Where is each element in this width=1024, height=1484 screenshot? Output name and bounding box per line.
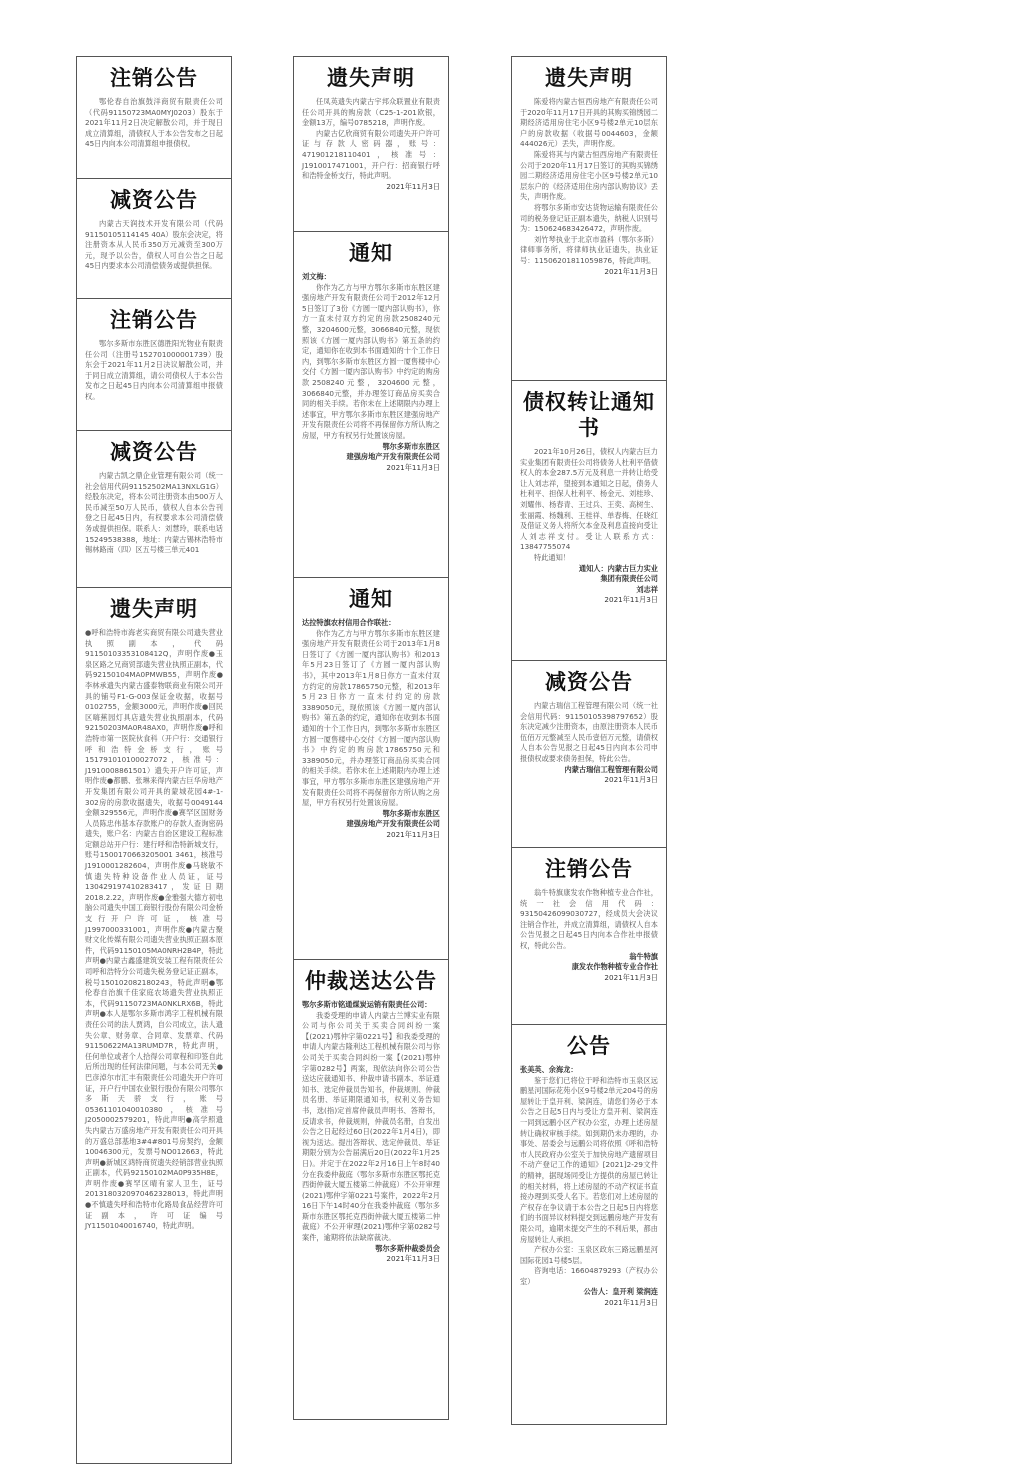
paragraph: 鉴于您们已将位于呼和浩特市玉泉区远鹏星河国际花苑小区9号楼2单元204号的房屋转让于皇开利、梁润连，请您们务必于本公告之日起5日内与受让方皇开利、梁润连一同到远鹏小区产权办公室，办理上述房屋转让确权审核手续。如到期仍未办理的，办事处、居委会与远鹏公司将依照《呼和浩特市人民政府办公室关于加快房地产遗留项目不动产登记工作的通知》[2021]2-29文件的精神，据现场同受让方提供的房屋已转让的相关材料，将上述房屋的不动产权证书直接办理到买受人名下。若您们对上述房屋的产权存在争议请于本公告之日起5日内将您们的书面异议材料提交到远鹏房地产开发有限公司，逾期未提交产生的不利后果，都由房屋转让人承担。 — [520, 1075, 658, 1244]
column-left — [76, 56, 232, 1464]
notice-signer: 康发农作物种植专业合作社 — [571, 962, 658, 972]
notice-date: 2021年11月3日 — [386, 181, 440, 191]
notice-body: 2021年10月26日，债权人内蒙古巨力实业集团有限责任公司将债务人杜利平借债权人的本金287.5万元及利息一并转让给受让人刘志祥，望接到本通知之日起，债务人杜利平、担保人杜利平、杨金元、刘桂珍、刘耀伟、杨春青、王过兵、王奕、高树生、张丽霞、杨魏利、王桂祥、单春梅、任晓红及借证义务人将所欠本金及利息直接向受让人刘志祥支付。受让人联系方式：13847755074 — [520, 447, 658, 552]
notice-title: 减资公告 — [110, 440, 198, 464]
notice-signer: 鄂尔多斯市东胜区 — [382, 808, 440, 818]
column-middle — [293, 56, 449, 1420]
notice-signer: 集团有限责任公司 — [600, 574, 658, 584]
notice-body: 鄂尔多斯市东胜区德胜阳光物业有限责任公司（注册号152701000001739）股东会于2021年11月2日决议解散公司，并于同日成立清算组，请公司债权人于本公告发布之日起45日内向本公司清算组申报债权。 — [85, 339, 223, 401]
notice-date: 2021年11月3日 — [604, 775, 658, 785]
paragraph: 产权办公室：玉泉区政东三路远鹏星河国际花园1号楼5层。 — [520, 1245, 658, 1265]
notice-notification-1 — [293, 232, 449, 578]
notice-body: 你作为乙方与甲方鄂尔多斯市东胜区建强房地产开发有限责任公司于2012年12月5日签订了3份《方圆一厦内部认购书》，你方一直未付双方约定的房款2508240元整，3204600元整，3066840元整，现依照该《方圆一厦内部认购书》第五条的约定，通知你在收到本书面通知的十个工作日内，到鄂尔多斯市东胜区方圆一厦售楼中心交付《方圆一厦内部认购书》中约定的购房款2508240元整，3204600元整，3066840元整，并办理签订商品房买卖合同的相关手续。若你未在上述期限内办理上述事宜，甲方鄂尔多斯市东胜区建强房地产开发有限责任公司将不再保留你方所认购之房屋，甲方有权另行处置该房屋。 — [302, 282, 440, 440]
notice-title: 减资公告 — [545, 670, 633, 694]
notice-title: 通知 — [349, 587, 393, 611]
notice-signer: 公告人：皇开利 梁润连 — [583, 1287, 658, 1297]
notice-cancellation-2 — [76, 299, 232, 431]
notice-loss-declaration-2 — [293, 56, 449, 232]
notice-title: 遗失声明 — [545, 66, 633, 90]
notice-date: 2021年11月3日 — [604, 266, 658, 276]
notice-announcement — [511, 1025, 667, 1425]
notice-body: 鄂伦春自治旗鼓洋商贸有限责任公司（代码91150723MA0MYJ0203）股东于2021年11月2日决定解散公司，并于现日成立清算组，清债权人于本公告发布之日起45日内向本公司清算组申报债权。 — [85, 97, 223, 149]
notice-signer: 建强房地产开发有限责任公司 — [346, 819, 440, 829]
notice-title: 仲裁送达公告 — [305, 969, 437, 993]
notice-salutation: 刘文梅： — [302, 272, 331, 281]
notice-body: 内蒙古凯之鼎企业管理有限公司（统一社会信用代码91152502MA13NXLG1G）经股东决定，将本公司注册资本由500万人民币减至50万人民币，债权人自本公告刊登之日起45日内，有权要求本公司清偿债务或提供担保。联系人：刘慧玲，联系电话15249538388，地址：内蒙古锡林浩特市锡林路南（四）区五号楼三单元401 — [85, 471, 223, 555]
notice-capital-reduction-2 — [76, 431, 232, 588]
notice-loss-declaration-3 — [511, 56, 667, 381]
notice-title: 遗失声明 — [327, 66, 415, 90]
notice-cancellation-1 — [76, 56, 232, 179]
column-right — [511, 56, 667, 1425]
paragraph: 任凤英遗失内蒙古宇邦众联置业有限责任公司开具的购房款（C25-1-201欧银，金额13万，编号0785218，声明作废。 — [302, 97, 440, 128]
notice-title: 公告 — [567, 1034, 611, 1058]
notice-date: 2021年11月3日 — [386, 829, 440, 839]
notice-date: 2021年11月3日 — [386, 1254, 440, 1264]
notice-salutation: 张美英、余海龙： — [520, 1065, 578, 1074]
notice-signer: 鄂尔多斯市东胜区 — [382, 441, 440, 451]
notice-body: 内蒙古天润技术开发有限公司（代码91150105114145 40A）股东会决定，将注册资本从人民币350万元减资至300万元，现予以公告，债权人可自公告之日起45日内要求本公司清偿债务或提供担保。 — [85, 219, 223, 271]
notice-signer: 鄂尔多斯仲裁委员会 — [375, 1243, 440, 1253]
paragraph: 刘竹琴执业于北京市盈科（鄂尔多斯）律师事务所，将律师执业证遗失，执业证号：11506201811059876，特此声明。 — [520, 234, 658, 265]
notice-body: 内蒙古瑞信工程管理有限公司（统一社会信用代码：91150105398797652）股东决定减少注册资本，由原注册资本人民币伍佰万元整减至人民币壹佰万元整，请债权人自本公告见报之日起45日内向本公司申报债权或要求债务担保，特此公告。 — [520, 701, 658, 763]
notice-title: 注销公告 — [110, 308, 198, 332]
paragraph: 将鄂尔多斯市安达货物运输有限责任公司的税务登记证正副本遗失，纳税人识别号为：150624683426472，声明作废。 — [520, 202, 658, 234]
notice-signer: 内蒙古瑞信工程管理有限公司 — [564, 764, 658, 774]
notice-body: 我委受理的申请人内蒙古兰博实业有限公司与你公司关于买卖合同纠纷一案【(2021)鄂仲字第0221号】和我委受理的申请人内蒙古隆利达工程机械有限公司与你公司关于买卖合同纠纷一案【(2021)鄂仲字第0282号】两案，现依法向你公司公告送达应裁通知书、仲裁申请书副本、举证通知书、选定仲裁员告知书，仲裁规则、仲裁员名册、举证期限通知书，权利义务告知书，选(指)定首席仲裁员声明书、答辩书，反请求书，仲裁规则，仲裁员名册，自发出公告之日起经过60日(2022年1月4日)，即视为送达。提出答辩状、选定仲裁员、举证期限分别为公告届满后20日(2022年1月25日)。并定于在2022年2月16日上午8时40分在我委仲裁庭（鄂尔多斯市东胜区鄂托克西街仲裁大厦五楼第二仲裁庭）不公开审理(2021)鄂仲字第0221号案件，2022年2月16日下午14时40分在我委仲裁庭（鄂尔多斯市东胜区鄂托克西街仲裁大厦五楼第二仲裁庭）不公开审理(2021)鄂仲字第0282号案件，逾期将依法缺席裁决。 — [302, 1010, 440, 1243]
notice-date: 2021年11月3日 — [604, 1298, 658, 1308]
notice-title: 减资公告 — [110, 188, 198, 212]
notice-loss-declaration-list — [76, 588, 232, 1464]
notice-signer: 建强房地产开发有限责任公司 — [346, 452, 440, 462]
notice-title: 注销公告 — [110, 66, 198, 90]
notice-date: 2021年11月3日 — [604, 595, 658, 605]
notice-notification-2 — [293, 578, 449, 960]
notice-debt-transfer — [511, 381, 667, 661]
notice-date: 2021年11月3日 — [604, 972, 658, 982]
notice-body — [520, 1076, 658, 1288]
notice-arbitration-service — [293, 960, 449, 1420]
notice-body: 翁牛特旗康发农作物种植专业合作社，统一社会信用代码：93150426099030727，经成员大会决议注销合作社，并成立清算组，请债权人自本公告见报之日起45日内向本合作社申报债权，特此公告。 — [520, 888, 658, 950]
notice-title: 通知 — [349, 241, 393, 265]
notice-salutation: 达拉特旗农村信用合作联社： — [302, 618, 396, 627]
paragraph: 内蒙古亿欣商贸有限公司遗失开户许可证与存款人密码器，账号：471901218110401，核准号：J1910017471001，开户行：招商银行呼和浩特金桥支行，特此声明。 — [302, 128, 440, 181]
notice-title: 注销公告 — [545, 857, 633, 881]
notice-title: 债权转让通知书 — [523, 390, 655, 440]
notice-body — [520, 97, 658, 267]
paragraph: 陈爱将其与内蒙古恒西房地产有限责任公司于2020年11月17日签订的其购买锦绣园二期经济适用房住宅小区9号楼2单元10层东户的《经济适用住房内部认购协议》丢失，声明作废。 — [520, 149, 658, 202]
notice-signer: 刘志祥 — [636, 584, 658, 594]
notice-title: 遗失声明 — [110, 597, 198, 621]
notice-cancellation-3 — [511, 848, 667, 1025]
notice-signer: 翁牛特旗 — [629, 951, 658, 961]
paragraph: 咨询电话：16604879293（产权办公室） — [520, 1266, 658, 1286]
notice-special: 特此通知！ — [534, 552, 570, 562]
notice-capital-reduction-1 — [76, 179, 232, 299]
notice-body: ●呼和浩特市海老实商贸有限公司遗失营业执照副本，代码91150103353108412Q，声明作废●玉泉区路之兄商贸部遗失营业执照正副本，代码92150104MA0PMWB55，声明作废●李林承遗失内蒙古盛泰物联商业有限公司开具的铺号F1-G-003保证金收据，收据号0102755，金额3000元，声明作废●回民区嗨蕉园灯具店遗失营业执照副本，代码92150203MA0R48AX0，声明作废●呼和浩特市第一医院伙食科（开户行：交通银行呼和浩特金桥支行，账号151791010100027072，核准号：J1910008861501）遗失开户许可证，声明作废●都鹏、张琳来得内蒙古巨华房地产开发集团有限公司开具的蒙城花园4#-1-302房的房款收据遗失，收据号0049144金额329556元，声明作废●赛罕区国财务人员陈忠伟基本存款账户的存款人查询密码遗失，账户名：内蒙古自治区建设工程标准定额总站开户行：建行呼和浩特新城支行，账号1500170663205001 3461，核准号J1910001282604，声明作废●马晓敏不慎遗失特种设备作业人员证，证号130429197410283417，发证日期2018.2.22，声明作废●金雅强大德方初电脑公司遗失中国工商银行股份有限公司金桥支行开户许可证，核准号J1997000331001，声明作废●内蒙古聚财文化传媒有限公司遗失营业执照正副本原件，代码91150105MA0NRH2B4P，特此声明●内蒙古鑫盛建筑安装工程有限责任公司呼和浩特分公司遗失税务登记证正副本，税号150102082180243，特此声明●鄂伦春自治旗千佳家庭农场遗失营业执照正本，代码91150723MA0NKLRX6B，特此声明●本人是鄂尔多斯市鸿字工程机械有限责任公司的法人贾鸿，自公司成立，法人遗失公章、财务章、合同章、发票章、代码91150622MA13RUMD7R，特此声明，任何单位或者个人拾得公司章程和印签自此后所出现的任何法律问题，与本公司无关●巴彦淖尔市汇丰有限责任公司遗失开户许可证，开户行中国农业银行股份有限公司鄂尔多斯天骄支行，账号05361101040010380，核准号J2050002579201，特此声明●高学照遗失内蒙古万盛房地产开发有限责任公司开具的万盛总部基地3#4#801号房契约，金额10046300元，发票号NO012663，特此声明●新城区鸿特商贸遗失经销部营业执照正副本，代码92150102MA0P935H8E，声明作废●赛罕区晴有家人卫生，证号2013180320970462328013，特此声明●不慎遗失呼和浩特市化路局食品经营许可证副本，许可证编号JY11501040016740，特此声明。 — [85, 628, 223, 1231]
notice-signer: 通知人：内蒙古巨力实业 — [578, 563, 658, 573]
paragraph: 陈爱将内蒙古恒西房地产有限责任公司于2020年11月17日开具的其购买锦绣园二期经济适用房住宅小区9号楼2单元10层东户的房款收据（收据号0044603，金额444026元）丢失，声明作废。 — [520, 97, 658, 149]
notice-body: 你作为乙方与甲方鄂尔多斯市东胜区建强房地产开发有限责任公司于2013年1月8日签订了《方圆一厦内部认购书》和2013年5月23日签订了《方圆一厦内部认购书》，其中2013年1月8日你方一直未付双方约定的房款17865750元整，和2013年5月23日你方一直未付约定的房款3389050元，现依照该《方圆一厦内部认购书》第五条的约定，通知你在收到本书面通知的十个工作日内，到鄂尔多斯市东胜区方圆一厦售楼中心交付《方圆一厦内部认购书》中约定的购房款17865750元和3389050元，并办理签订商品房买卖合同的相关手续。若你未在上述期限内办理上述事宜，甲方鄂尔多斯市东胜区建强房地产开发有限责任公司将不再保留你方所认购之房屋，甲方有权另行处置该房屋。 — [302, 628, 440, 808]
notice-capital-reduction-3 — [511, 661, 667, 848]
notice-salutation: 鄂尔多斯市铭通煤炭运销有限责任公司： — [302, 1000, 432, 1009]
notice-body — [302, 97, 440, 182]
notice-date: 2021年11月3日 — [386, 462, 440, 472]
